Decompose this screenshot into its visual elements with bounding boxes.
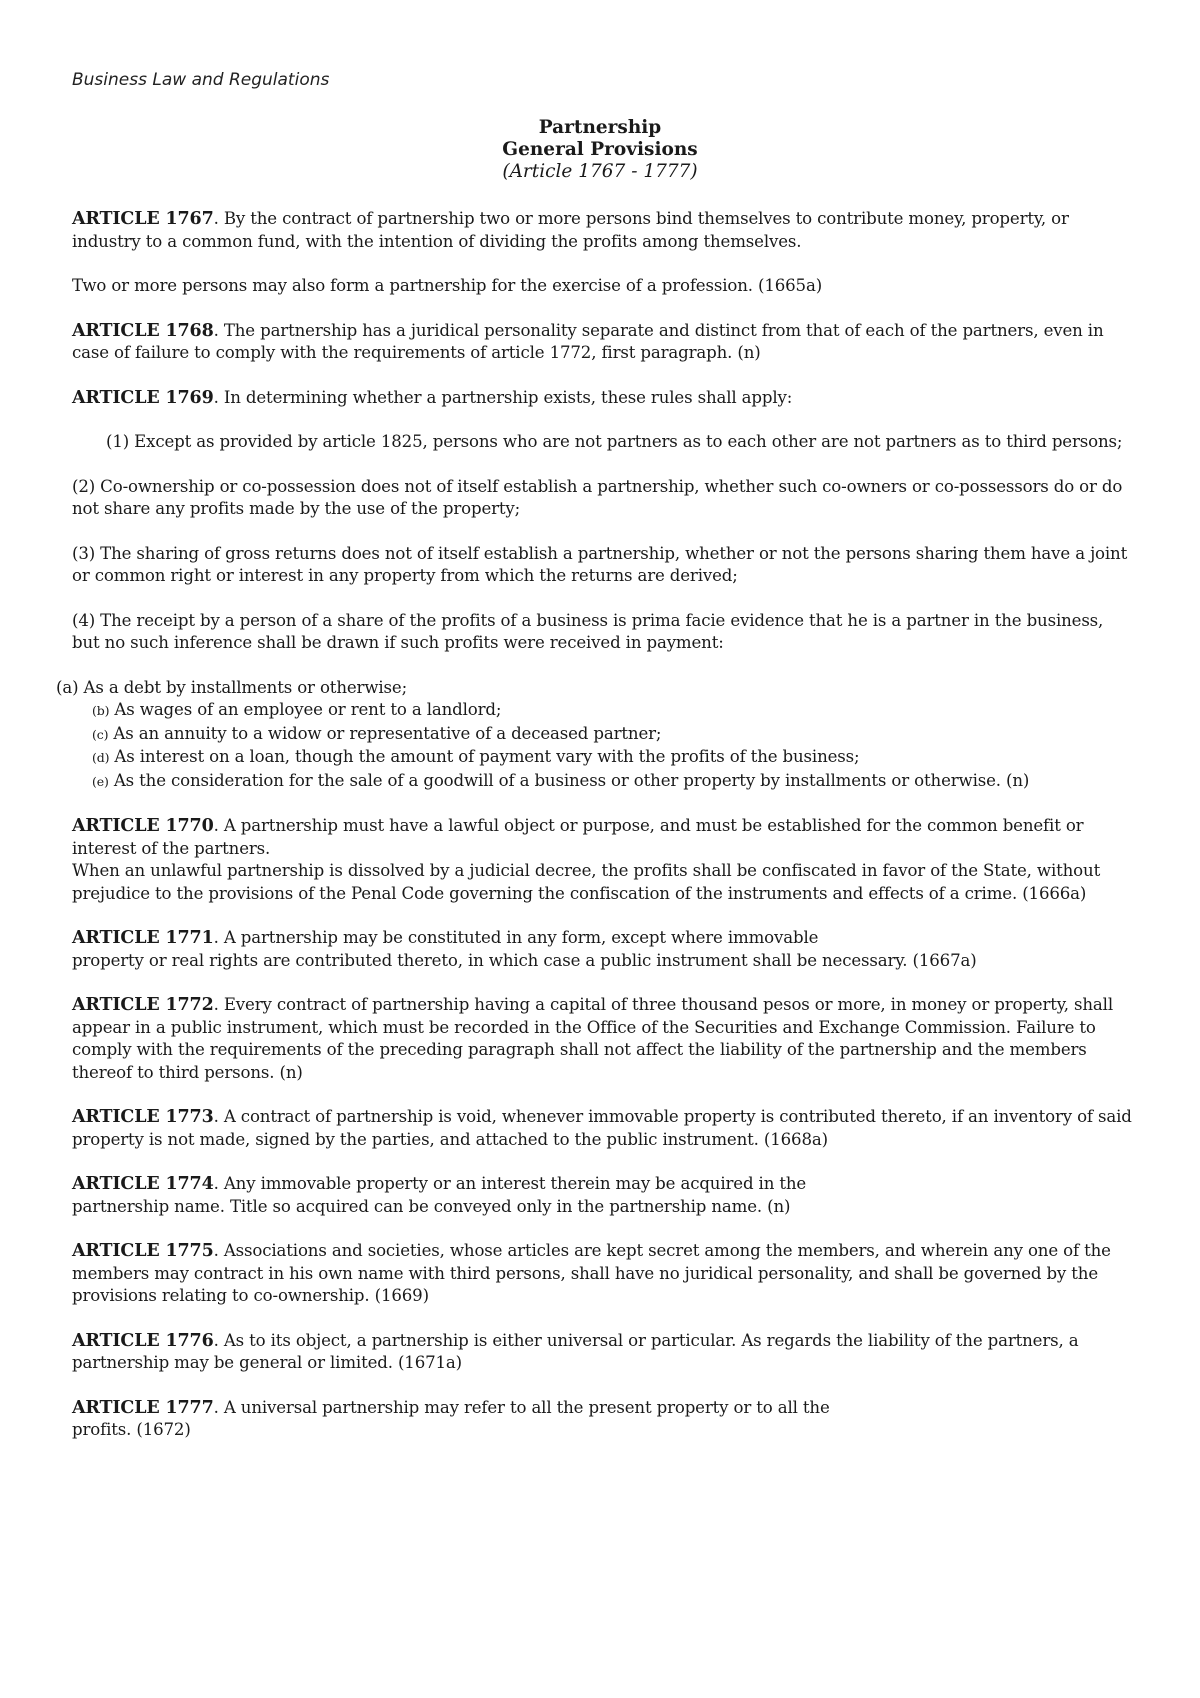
article-1775 <box>72 1240 1132 1308</box>
article-1776 <box>72 1330 1132 1375</box>
article-1777 <box>72 1397 1132 1442</box>
article-1769 <box>72 387 1132 410</box>
title-block <box>0 117 1200 183</box>
article-label: ARTICLE 1769 <box>72 387 214 408</box>
sub-item-marker: (b) <box>92 703 110 718</box>
sub-item-b <box>72 699 1132 723</box>
sub-item-c <box>72 723 1132 747</box>
article-label: ARTICLE 1772 <box>72 995 214 1015</box>
article-1771 <box>72 927 1132 972</box>
sub-item-d <box>72 746 1132 770</box>
article-text: . Associations and societies, whose articles are kept secret among the members, and wherein any one of the members may contract in his own name with third persons, shall have no juridical personality, and shall be governed by the provisions relating to co-ownership. (1669) <box>72 1241 1111 1305</box>
article-text-line-2: partnership name. Title so acquired can be conveyed only in the partnership name. (n) <box>72 1196 791 1216</box>
article-label: ARTICLE 1770 <box>72 816 214 836</box>
article-1772 <box>72 994 1132 1084</box>
article-1767-paragraph-2: Two or more persons may also form a partnership for the exercise of a profession. (1665a) <box>72 276 823 295</box>
article-1770-paragraph-2: When an unlawful partnership is dissolved by a judicial decree, the profits shall be confiscated in favor of the State, without prejudice to the provisions of the Penal Code governing the confiscation of the instruments and effects of a crime. (1666a) <box>72 861 1101 903</box>
sub-item-a: (a) As a debt by installments or otherwise; <box>56 677 408 697</box>
article-label: ARTICLE 1773 <box>72 1107 214 1127</box>
rule-4-sublist <box>56 677 1132 794</box>
article-label: ARTICLE 1775 <box>72 1241 214 1261</box>
article-text: . A contract of partnership is void, whenever immovable property is contributed thereto, if an inventory of said property is not made, signed by the parties, and attached to the public instrument. (1668a) <box>72 1107 1132 1149</box>
running-header: Business Law and Regulations <box>72 70 330 90</box>
article-text-line-2: property or real rights are contributed thereto, in which case a public instrument shall be necessary. (1667a) <box>72 950 977 970</box>
article-label: ARTICLE 1774 <box>72 1174 214 1194</box>
title-article-range: (Article 1767 - 1777) <box>502 161 698 182</box>
sub-item-marker: (e) <box>92 773 109 789</box>
sub-item-text: As the consideration for the sale of a goodwill of a business or other property by installments or otherwise. (n) <box>108 770 1030 790</box>
rule-3: (3) The sharing of gross returns does not of itself establish a partnership, whether or not the persons sharing them have a joint or common right or interest in any property from which the returns are derived; <box>72 543 1128 585</box>
article-text-line-1: . A universal partnership may refer to all the present property or to all the <box>213 1397 830 1417</box>
article-text: . In determining whether a partnership exists, these rules shall apply: <box>213 387 793 407</box>
title-general-provisions: General Provisions <box>502 139 698 160</box>
document-body <box>56 208 1132 1464</box>
sub-item-marker: (c) <box>92 726 109 742</box>
article-text-line-1: . A partnership may be constituted in any form, except where immovable <box>213 928 819 947</box>
article-label: ARTICLE 1767 <box>72 209 214 229</box>
article-1768 <box>72 320 1132 365</box>
sub-item-text: As interest on a loan, though the amount of payment vary with the profits of the business; <box>109 747 860 766</box>
article-1774 <box>72 1173 1132 1218</box>
article-text-line-1: . Any immovable property or an interest therein may be acquired in the <box>213 1174 807 1193</box>
sub-item-marker: (d) <box>92 750 110 765</box>
article-label: ARTICLE 1771 <box>72 928 214 948</box>
article-1773 <box>72 1106 1132 1151</box>
article-text: . The partnership has a juridical personality separate and distinct from that of each of the partners, even in case of failure to comply with the requirements of article 1772, first paragraph. (n) <box>72 320 1104 362</box>
article-text-line-2: profits. (1672) <box>72 1420 191 1439</box>
article-1770 <box>72 815 1132 860</box>
article-label: ARTICLE 1777 <box>72 1397 214 1418</box>
sub-item-e <box>72 770 1132 794</box>
article-label: ARTICLE 1776 <box>72 1330 214 1351</box>
article-label: ARTICLE 1768 <box>72 320 214 341</box>
article-text: . As to its object, a partnership is either universal or particular. As regards the liability of the partners, a partnership may be general or limited. (1671a) <box>72 1330 1079 1372</box>
sub-item-text: As an annuity to a widow or representative of a deceased partner; <box>108 723 662 743</box>
article-text: . Every contract of partnership having a capital of three thousand pesos or more, in money or property, shall appear in a public instrument, which must be recorded in the Office of the Securities and Exchange Commission. Failure to comply with the requirements of the preceding paragraph shall not affect the liability of the partnership and the members thereof to third persons. (n) <box>72 995 1113 1082</box>
rule-2: (2) Co-ownership or co-possession does not of itself establish a partnership, whether such co-owners or co-possessors do or do not share any profits made by the use of the property; <box>72 476 1123 518</box>
rule-1: (1) Except as provided by article 1825, persons who are not partners as to each other are not partners as to third persons; <box>106 432 1123 451</box>
article-1767 <box>72 208 1132 253</box>
article-text: . A partnership must have a lawful object or purpose, and must be established for the common benefit or interest of the partners. <box>72 816 1084 858</box>
rule-4: (4) The receipt by a person of a share of the profits of a business is prima facie evidence that he is a partner in the business, but no such inference shall be drawn if such profits were received in payment: <box>72 610 1104 652</box>
title-partnership: Partnership <box>538 117 662 138</box>
sub-item-text: As wages of an employee or rent to a landlord; <box>109 700 502 719</box>
article-text: . By the contract of partnership two or more persons bind themselves to contribute money, property, or industry to a common fund, with the intention of dividing the profits among themselves. <box>72 209 1069 251</box>
